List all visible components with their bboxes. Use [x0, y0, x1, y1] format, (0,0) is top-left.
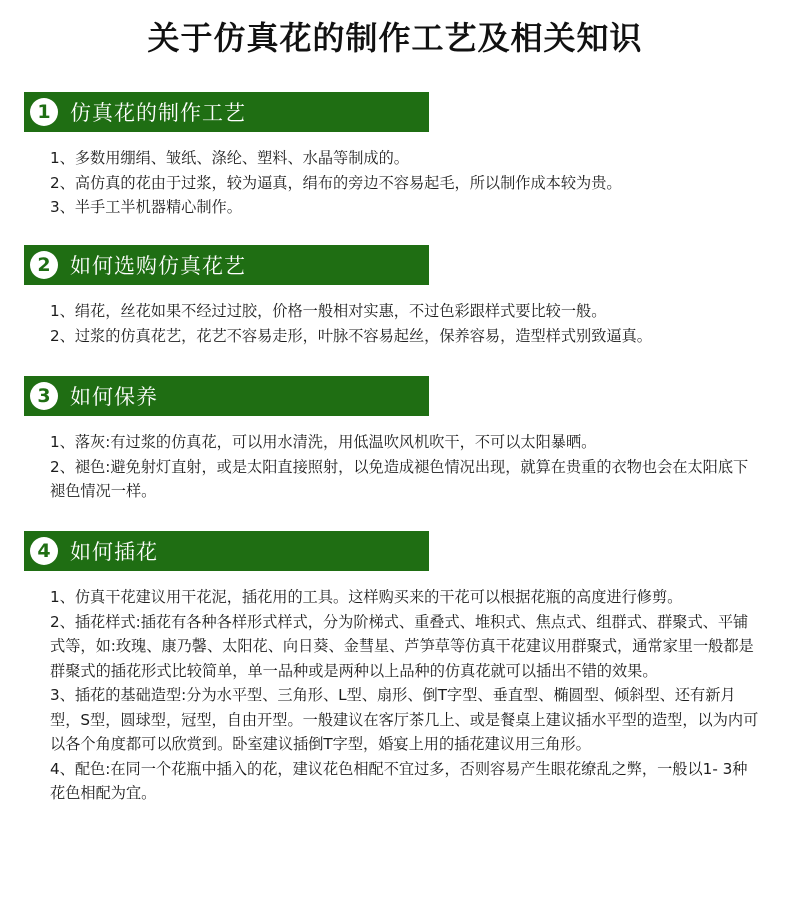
section-number-badge: 2 — [30, 251, 58, 279]
section-header-bar — [24, 92, 429, 132]
section-item-list — [50, 430, 760, 504]
list-item: 2、高仿真的花由于过浆，较为逼真，绢布的旁边不容易起毛，所以制作成本较为贵。 — [50, 173, 622, 192]
page-title: 关于仿真花的制作工艺及相关知识 — [147, 19, 643, 57]
list-item: 2、褪色:避免射灯直射，或是太阳直接照射，以免造成褪色情况出现，就算在贵重的衣物也会在太阳底下褪色情况一样。 — [50, 457, 749, 500]
list-item: 3、半手工半机器精心制作。 — [50, 198, 242, 216]
section-title: 如何选购仿真花艺 — [70, 254, 246, 278]
list-item: 4、配色:在同一个花瓶中插入的花，建议花色相配不宜过多，否则容易产生眼花缭乱之弊，一般以1- 3种花色相配为宜。 — [50, 759, 748, 802]
section-header-bar — [24, 245, 429, 285]
list-item: 1、落灰:有过浆的仿真花，可以用水清洗，用低温吹风机吹干，不可以太阳暴晒。 — [50, 433, 597, 451]
list-item: 1、多数用绷绢、皱纸、涤纶、塑料、水晶等制成的。 — [50, 149, 409, 167]
section-flower-arranging — [0, 531, 790, 806]
section-production-process — [0, 92, 790, 220]
section-item-list — [50, 146, 760, 220]
section-title: 如何保养 — [70, 385, 158, 409]
list-item: 1、绢花，丝花如果不经过过胶，价格一般相对实惠，不过色彩跟样式要比较一般。 — [50, 302, 607, 320]
list-item: 2、过浆的仿真花艺，花艺不容易走形，叶脉不容易起丝，保养容易，造型样式别致逼真。 — [50, 326, 652, 345]
section-maintenance — [0, 376, 790, 504]
section-item-list — [50, 585, 760, 806]
section-number-badge: 4 — [30, 537, 58, 565]
list-item: 2、插花样式:插花有各种各样形式样式，分为阶梯式、重叠式、堆积式、焦点式、组群式、群聚式、平铺式等，如:玫瑰、康乃馨、太阳花、向日葵、金彗星、芦笋草等仿真干花建议用群聚式，通常家里一般都是群聚式的插花形式比较简单，单一品种或是两种以上品种的仿真花就可以插出不错的效果。 — [50, 612, 754, 680]
section-number-badge: 3 — [30, 382, 58, 410]
section-item-list — [50, 299, 760, 348]
list-item: 3、插花的基础造型:分为水平型、三角形、L型、扇形、倒T字型、垂直型、椭圆型、倾斜型、还有新月型，S型，圆球型，冠型，自由开型。一般建议在客厅茶几上、或是餐桌上建议插水平型的造型，以为内可以各个角度都可以欣赏到。卧室建议插倒T字型，婚宴上用的插花建议用三角形。 — [50, 686, 759, 753]
section-title: 如何插花 — [70, 540, 158, 564]
section-number-badge: 1 — [30, 98, 58, 126]
section-title: 仿真花的制作工艺 — [70, 101, 246, 125]
section-header-bar — [24, 531, 429, 571]
list-item: 1、仿真干花建议用干花泥，插花用的工具。这样购买来的干花可以根据花瓶的高度进行修剪。 — [50, 588, 683, 606]
section-header-bar — [24, 376, 429, 416]
section-how-to-buy — [0, 245, 790, 348]
